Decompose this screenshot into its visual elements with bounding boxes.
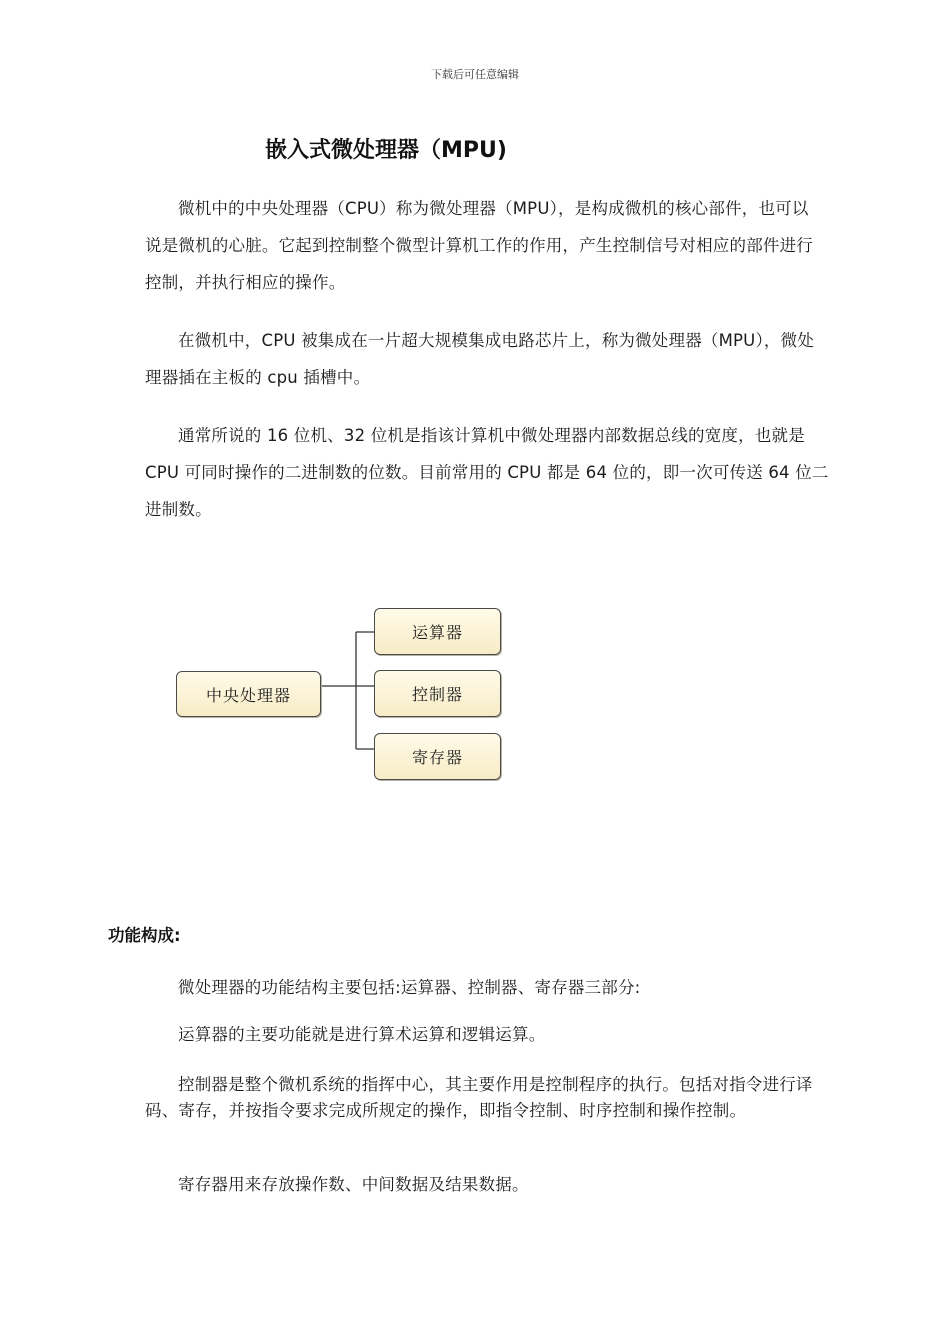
diagram-node-cpu: 中央处理器 bbox=[176, 671, 321, 717]
paragraph-bus-width: 通常所说的 16 位机、32 位机是指该计算机中微处理器内部数据总线的宽度，也就是 CPU 可同时操作的二进制数的位数。目前常用的 CPU 都是 64 位的，即一次可传送 64 位二进制数。 bbox=[145, 426, 829, 519]
paragraph-cpu-definition: 微机中的中央处理器（CPU）称为微处理器（MPU），是构成微机的核心部件，也可以说是微机的心脏。它起到控制整个微型计算机工作的作用，产生控制信号对相应的部件进行控制，并执行相应的操作。 bbox=[145, 199, 813, 292]
diagram-node-alu: 运算器 bbox=[374, 608, 501, 655]
paragraph-register-function: 寄存器用来存放操作数、中间数据及结果数据。 bbox=[178, 1175, 529, 1194]
paragraph-controller-function: 控制器是整个微机系统的指挥中心，其主要作用是控制程序的执行。包括对指令进行译码、寄存，并按指令要求完成所规定的操作，即指令控制、时序控制和操作控制。 bbox=[145, 1075, 813, 1120]
paragraph-alu-function: 运算器的主要功能就是进行算术运算和逻辑运算。 bbox=[178, 1025, 546, 1044]
diagram-node-register: 寄存器 bbox=[374, 733, 501, 780]
diagram-node-controller: 控制器 bbox=[374, 670, 501, 717]
paragraph-function-overview: 微处理器的功能结构主要包括:运算器、控制器、寄存器三部分: bbox=[178, 978, 641, 997]
paragraph-cpu-integration: 在微机中，CPU 被集成在一片超大规模集成电路芯片上，称为微处理器（MPU），微处理器插在主板的 cpu 插槽中。 bbox=[145, 331, 815, 387]
page-header-note: 下载后可任意编辑 bbox=[431, 68, 519, 81]
section-heading-function: 功能构成: bbox=[108, 926, 181, 945]
document-title: 嵌入式微处理器（MPU) bbox=[265, 138, 507, 163]
